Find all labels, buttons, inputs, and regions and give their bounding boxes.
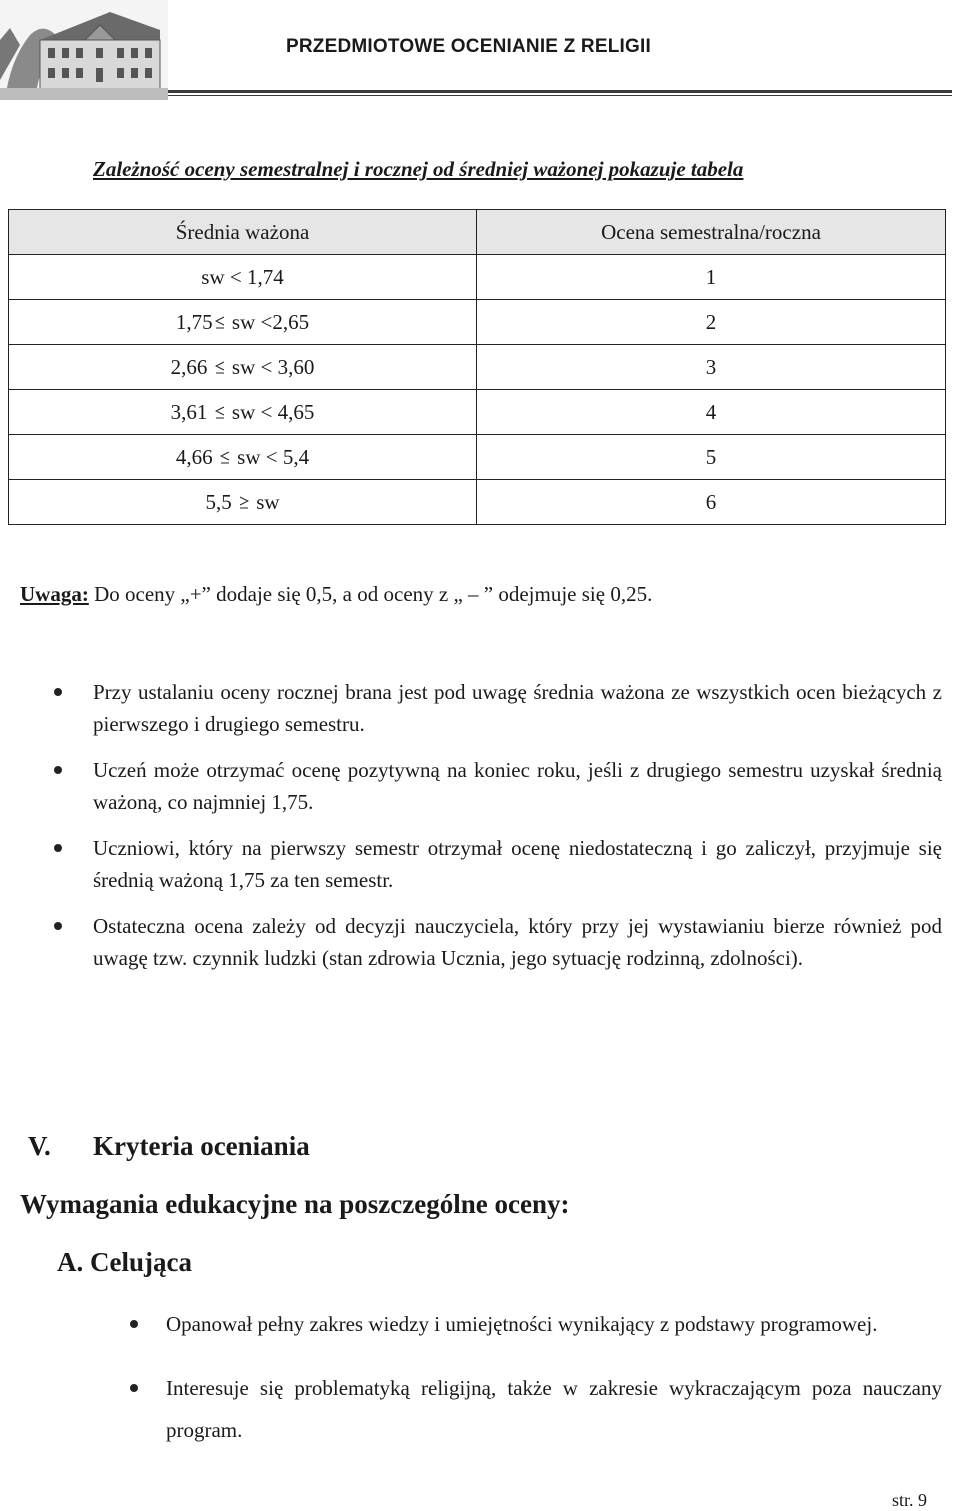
bullet-icon	[54, 766, 62, 774]
grade-heading: A. Celująca	[57, 1247, 192, 1277]
range-from: 4,66	[175, 444, 213, 469]
range-to: sw < 5,4	[237, 444, 310, 469]
list-item	[125, 1303, 942, 1345]
range-cell	[9, 435, 477, 480]
range-cell	[9, 390, 477, 435]
column-header-grade: Ocena semestralna/roczna	[477, 210, 946, 255]
table-row	[9, 300, 946, 345]
column-header-average: Średnia ważona	[9, 210, 477, 255]
rules-list	[50, 676, 942, 988]
bullet-icon	[130, 1384, 138, 1392]
grade-cell: 1	[477, 255, 946, 300]
list-item-text: Uczniowi, który na pierwszy semestr otrzymał ocenę niedostateczną i go zaliczył, przyjmuje się średnią ważoną 1,75 za ten semestr.	[93, 836, 942, 892]
section-number: V.	[28, 1131, 51, 1161]
range-cell	[9, 300, 477, 345]
grade-cell: 3	[477, 345, 946, 390]
table-caption: Zależność oceny semestralnej i rocznej od średniej ważonej pokazuje tabela	[93, 157, 744, 181]
page-number: str. 9	[892, 1490, 928, 1510]
list-item-text: Uczeń może otrzymać ocenę pozytywną na koniec roku, jeśli z drugiego semestru uzyskał średnią ważoną, co najmniej 1,75.	[93, 758, 942, 814]
range-cell: sw < 1,74	[9, 255, 477, 300]
section-title	[28, 1131, 310, 1162]
grade-cell: 6	[477, 480, 946, 525]
range-to: sw <2,65	[231, 309, 310, 334]
table-row	[9, 480, 946, 525]
bullet-icon	[54, 922, 62, 930]
grades-table	[8, 209, 946, 525]
grade-cell: 5	[477, 435, 946, 480]
bullet-icon	[54, 688, 62, 696]
list-item	[50, 676, 942, 740]
note	[20, 582, 652, 607]
range-to: sw < 4,65	[231, 399, 315, 424]
list-item-text: Opanował pełny zakres wiedzy i umiejętności wynikający z podstawy programowej.	[166, 1312, 878, 1336]
bullet-icon	[54, 844, 62, 852]
requirements-list	[125, 1303, 942, 1473]
range-from: 5,5	[205, 489, 232, 514]
less-equal-icon	[220, 451, 230, 465]
range-cell	[9, 345, 477, 390]
list-item-text: Ostateczna ocena zależy od decyzji nauczyciela, który przy jej wystawianiu bierze również pod uwagę tzw. czynnik ludzki (stan zdrowia Ucznia, jego sytuację rodzinną, zdolności).	[93, 914, 942, 970]
section-title-text: Kryteria oceniania	[93, 1131, 310, 1161]
range-from: 3,61	[170, 399, 208, 424]
list-item	[50, 832, 942, 896]
school-building-icon	[0, 0, 168, 100]
range-to: sw < 3,60	[231, 354, 315, 379]
page-header	[0, 0, 960, 100]
section-subtitle: Wymagania edukacyjne na poszczególne oceny:	[20, 1189, 570, 1219]
list-item	[50, 910, 942, 974]
list-item	[50, 754, 942, 818]
range-from: 2,66	[170, 354, 208, 379]
note-label: Uwaga:	[20, 582, 89, 606]
table-row	[9, 435, 946, 480]
table-row	[9, 345, 946, 390]
bullet-icon	[130, 1320, 138, 1328]
range-cell	[9, 480, 477, 525]
less-equal-icon	[215, 361, 225, 375]
header-rule-thin	[168, 95, 952, 96]
header-rule	[168, 90, 952, 93]
table-row	[9, 255, 946, 300]
range-from: 1,75	[175, 309, 213, 334]
less-equal-icon	[215, 406, 225, 420]
range-to: sw	[256, 489, 280, 514]
greater-equal-icon	[239, 496, 249, 510]
less-equal-icon	[215, 316, 225, 330]
list-item-text: Przy ustalaniu oceny rocznej brana jest pod uwagę średnia ważona ze wszystkich ocen bieżących z pierwszego i drugiego semestru.	[93, 680, 942, 736]
grade-cell: 4	[477, 390, 946, 435]
list-item-text: Interesuje się problematyką religijną, także w zakresie wykraczającym poza nauczany program.	[166, 1376, 942, 1442]
list-item	[125, 1367, 942, 1451]
header-title: PRZEDMIOTOWE OCENIANIE Z RELIGII	[286, 36, 651, 57]
grade-cell: 2	[477, 300, 946, 345]
note-text: Do oceny „+” dodaje się 0,5, a od oceny z „ – ” odejmuje się 0,25.	[88, 582, 653, 606]
table-header-row	[9, 210, 946, 255]
table-row	[9, 390, 946, 435]
